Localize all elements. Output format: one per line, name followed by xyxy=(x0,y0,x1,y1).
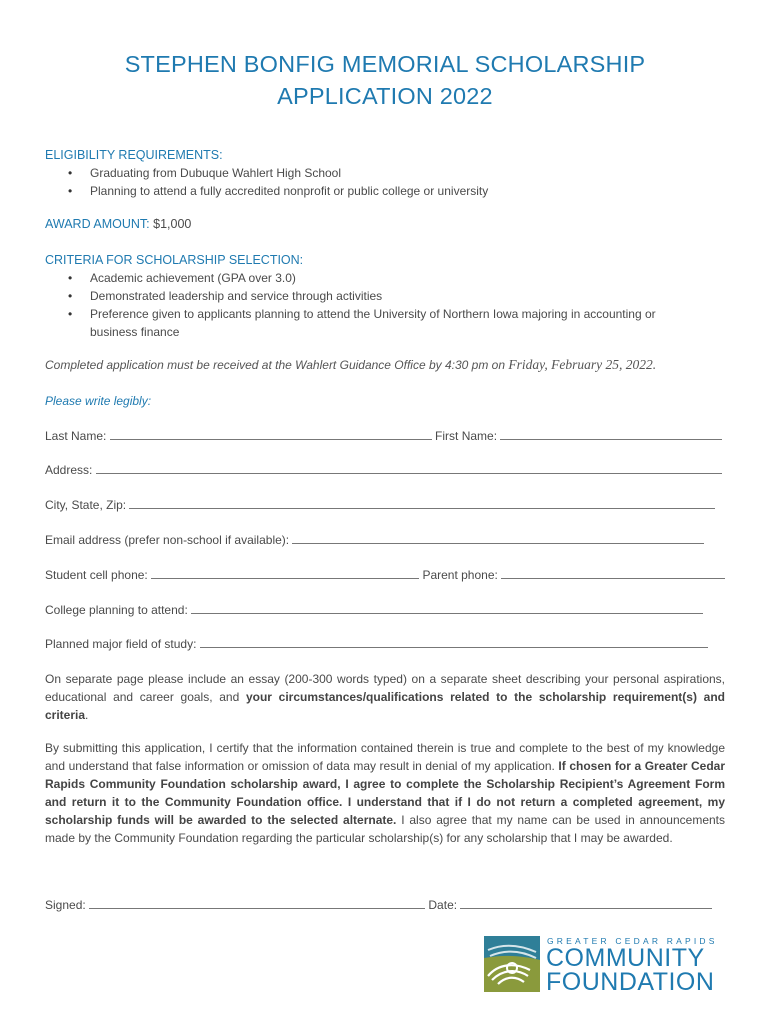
criteria-section xyxy=(45,252,725,341)
write-legibly-note: Please write legibly: xyxy=(45,394,152,408)
community-foundation-logo xyxy=(484,936,726,996)
parent-phone-field[interactable] xyxy=(501,567,725,579)
major-row xyxy=(45,636,725,651)
award-label: AWARD AMOUNT: xyxy=(45,217,150,231)
city-state-zip-label: City, State, Zip: xyxy=(45,498,127,512)
logo-foundation: FOUNDATION xyxy=(546,968,715,996)
signature-field[interactable] xyxy=(89,897,425,909)
major-field[interactable] xyxy=(200,636,708,648)
last-name-field[interactable] xyxy=(110,428,432,440)
signature-row xyxy=(45,897,725,912)
college-field[interactable] xyxy=(191,602,703,614)
deadline-note xyxy=(45,357,656,373)
student-cell-label: Student cell phone: xyxy=(45,568,148,582)
address-row xyxy=(45,462,725,477)
ripple-logo-icon xyxy=(484,936,540,992)
certify-text-2: I also agree that my name can be used in announcements made by the Community Foundation regarding the particular scholarship(s) for any scholarship that I may be awarded. xyxy=(45,813,725,845)
logo-community: COMMUNITY xyxy=(546,944,705,972)
city-state-zip-field[interactable] xyxy=(129,497,715,509)
certify-text-1: By submitting this application, I certify that the information contained therein is true and complete to the best of my knowledge and understand that false information or omission of data may result in denial of my application. xyxy=(45,741,725,773)
last-name-label: Last Name: xyxy=(45,429,107,443)
essay-end: . xyxy=(85,708,89,722)
deadline-text: Completed application must be received at the Wahlert Guidance Office by 4:30 pm on xyxy=(45,358,509,372)
phone-row xyxy=(45,567,725,582)
college-row xyxy=(45,602,725,617)
address-field[interactable] xyxy=(96,462,722,474)
date-field[interactable] xyxy=(460,897,712,909)
major-label: Planned major field of study: xyxy=(45,637,197,651)
list-item: • Demonstrated leadership and service through activities xyxy=(45,287,725,305)
email-field[interactable] xyxy=(292,532,704,544)
city-row xyxy=(45,497,725,512)
student-cell-field[interactable] xyxy=(151,567,419,579)
list-item: • Preference given to applicants planning to attend the University of Northern Iowa majoring in accounting or business finance xyxy=(45,305,725,341)
essay-emphasis: your circumstances/qualifications related to the scholarship requirement(s) and criteria xyxy=(45,690,725,722)
date-label: Date: xyxy=(428,898,458,912)
criteria-heading: CRITERIA FOR SCHOLARSHIP SELECTION: xyxy=(45,253,304,267)
list-item: • Academic achievement (GPA over 3.0) xyxy=(45,269,725,287)
address-label: Address: xyxy=(45,463,93,477)
list-item: • Graduating from Dubuque Wahlert High School xyxy=(45,164,488,182)
essay-instructions xyxy=(45,670,725,724)
parent-phone-label: Parent phone: xyxy=(422,568,498,582)
list-item: • Planning to attend a fully accredited nonprofit or public college or university xyxy=(45,182,488,200)
title-line-2: APPLICATION 2022 xyxy=(277,83,493,109)
deadline-date: Friday, February 25, 2022. xyxy=(508,357,657,372)
logo-tagline: GREATER CEDAR RAPIDS xyxy=(547,936,718,946)
criteria-list xyxy=(45,269,725,341)
college-label: College planning to attend: xyxy=(45,603,188,617)
first-name-label: First Name: xyxy=(435,429,498,443)
eligibility-list xyxy=(45,164,488,200)
certification-statement xyxy=(45,739,725,847)
page-title xyxy=(0,48,770,112)
essay-text: On separate page please include an essay (200-300 words typed) on a separate sheet describing your personal aspirations, educational and career goals, and xyxy=(45,672,725,704)
email-label: Email address (prefer non-school if available): xyxy=(45,533,290,547)
eligibility-heading: ELIGIBILITY REQUIREMENTS: xyxy=(45,148,223,162)
name-row xyxy=(45,428,725,443)
email-row xyxy=(45,532,725,547)
award-value: $1,000 xyxy=(153,217,192,231)
eligibility-section xyxy=(45,147,488,200)
signed-label: Signed: xyxy=(45,898,86,912)
title-line-1: STEPHEN BONFIG MEMORIAL SCHOLARSHIP xyxy=(124,51,646,77)
certify-emphasis: If chosen for a Greater Cedar Rapids Community Foundation scholarship award, I agree to complete the Scholarship Recipient’s Agreement Form and return it to the Community Foundation office. I understand that if I do not return a completed agreement, my scholarship funds will be awarded to the selected alternate. xyxy=(45,759,725,827)
award-amount xyxy=(45,217,191,231)
first-name-field[interactable] xyxy=(500,428,722,440)
